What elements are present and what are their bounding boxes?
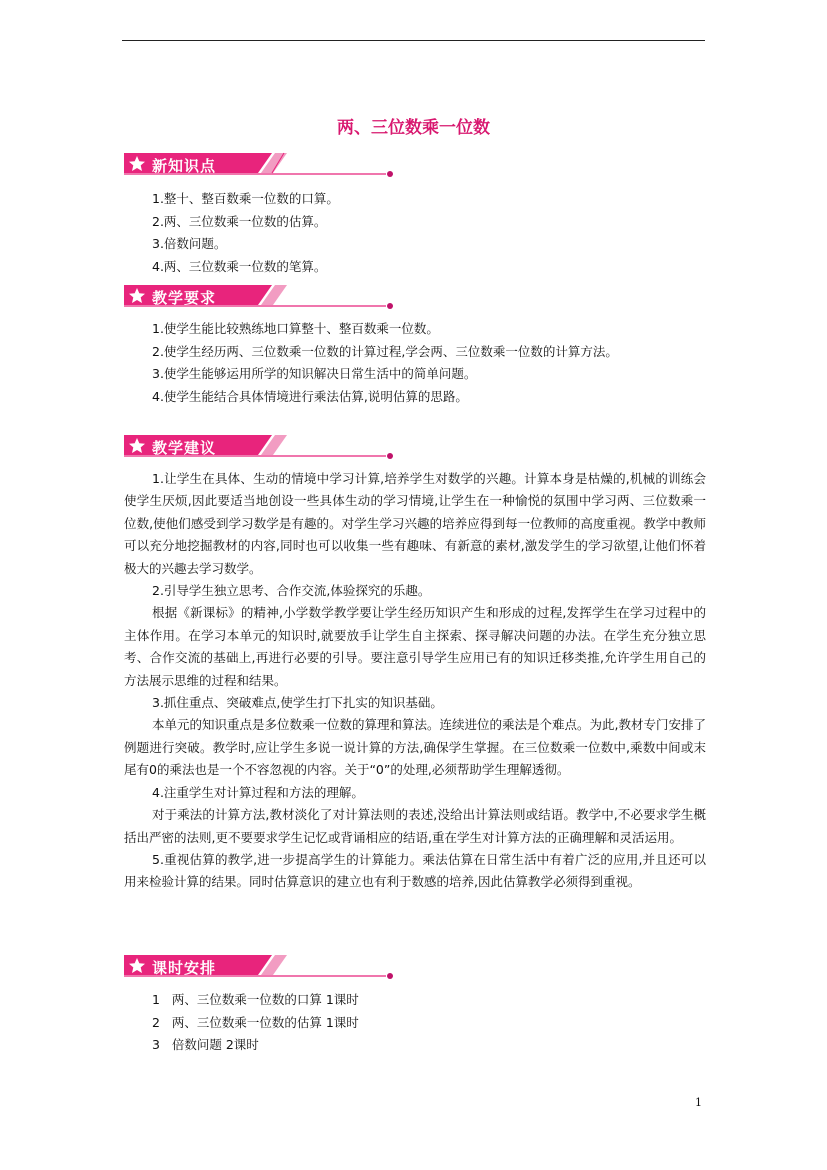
section-header-requirements: [124, 284, 396, 312]
list-item: 1.整十、整百数乘一位数的口算。: [152, 191, 339, 206]
paragraph: 3.抓住重点、突破难点,使学生打下扎实的知识基础。: [152, 695, 443, 711]
schedule-list: [152, 989, 359, 1057]
section-title: 教学建议: [152, 439, 217, 457]
list-item: 3.使学生能够运用所学的知识解决日常生活中的简单问题。: [152, 366, 477, 381]
section-title: 新知识点: [152, 157, 217, 175]
paragraph: 根据《新课标》的精神,小学数学教学要让学生经历知识产生和形成的过程,发挥学生在学习过程中的主体作用。在学习本单元的知识时,就要放手让学生自主探索、探寻解决问题的办法。在学生充分独立思考、合作交流的基础上,再进行必要的引导。要注意引导学生应用已有的知识迁移类推,允许学生用自己的方法展示思维的过程和结果。: [124, 605, 706, 688]
requirements-list: [152, 318, 618, 408]
header-rule: [122, 40, 705, 41]
section-header-suggestions: [124, 434, 396, 462]
list-item: 2.使学生经历两、三位数乘一位数的计算过程,学会两、三位数乘一位数的计算方法。: [152, 343, 618, 359]
schedule-row: 1 两、三位数乘一位数的口算 1课时: [152, 992, 359, 1007]
page-number: 1: [695, 1096, 702, 1109]
schedule-row: 3 倍数问题 2课时: [152, 1037, 259, 1052]
list-item: 2.两、三位数乘一位数的估算。: [152, 213, 327, 229]
knowledge-list: [152, 188, 339, 278]
suggestions-body: [124, 468, 706, 894]
list-item: 3.倍数问题。: [152, 236, 227, 251]
section-header-schedule: [124, 954, 396, 982]
list-item: 4.两、三位数乘一位数的笔算。: [152, 258, 327, 274]
paragraph: 本单元的知识重点是多位数乘一位数的算理和算法。连续进位的乘法是个难点。为此,教材专门安排了例题进行突破。教学时,应让学生多说一说计算的方法,确保学生掌握。在三位数乘一位数中,乘数中间或末尾有0的乘法也是一个不容忽视的内容。关于“0”的处理,必须帮助学生理解透彻。: [124, 717, 706, 778]
list-item: 4.使学生能结合具体情境进行乘法估算,说明估算的思路。: [152, 388, 468, 404]
page-title: 两、三位数乘一位数: [337, 118, 490, 138]
list-item: 1.使学生能比较熟练地口算整十、整百数乘一位数。: [152, 321, 439, 336]
schedule-row: 2 两、三位数乘一位数的估算 1课时: [152, 1014, 359, 1030]
paragraph: 2.引导学生独立思考、合作交流,体验探究的乐趣。: [152, 583, 431, 599]
section-title: 课时安排: [152, 959, 217, 977]
paragraph: 5.重视估算的教学,进一步提高学生的计算能力。乘法估算在日常生活中有着广泛的应用,并且还可以用来检验计算的结果。同时估算意识的建立也有利于数感的培养,因此估算教学必须得到重视。: [124, 851, 706, 890]
section-title: 教学要求: [152, 289, 217, 307]
paragraph: 1.让学生在具体、生动的情境中学习计算,培养学生对数学的兴趣。计算本身是枯燥的,机械的训练会使学生厌烦,因此要适当地创设一些具体生动的学习情境,让学生在一种愉悦的氛围中学习两、三位数乘一位数,使他们感受到学习数学是有趣的。对学生学习兴趣的培养应得到每一位教师的高度重视。教学中教师可以充分地挖掘教材的内容,同时也可以收集一些有趣味、有新意的素材,激发学生的学习欲望,让他们怀着极大的兴趣去学习数学。: [124, 471, 706, 576]
section-header-knowledge: [124, 152, 396, 180]
paragraph: 4.注重学生对计算过程和方法的理解。: [152, 784, 364, 800]
paragraph: 对于乘法的计算方法,教材淡化了对计算法则的表述,没给出计算法则或结语。教学中,不必要求学生概括出严密的法则,更不要要求学生记忆或背诵相应的结语,重在学生对计算方法的正确理解和灵活运用。: [124, 807, 706, 845]
